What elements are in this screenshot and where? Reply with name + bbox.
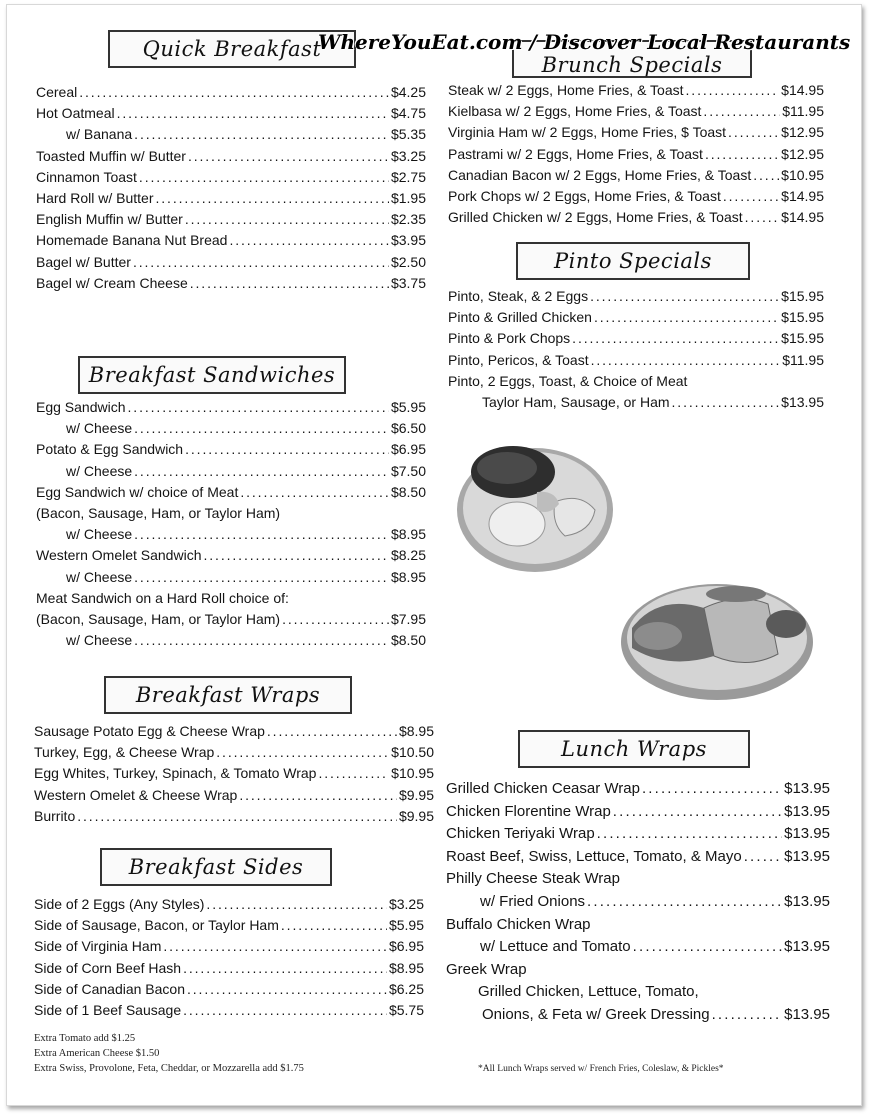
extras-notes [34, 1031, 304, 1076]
menu-item: Pork Chops w/ 2 Eggs, Home Fries, & Toast . . . $14.95 [448, 186, 824, 207]
menu-item: Western Omelet Sandwich . . . $8.25 [36, 545, 426, 566]
menu-item: Side of Corn Beef Hash . . . $8.95 [34, 958, 424, 979]
menu-item: Side of 1 Beef Sausage . . . $5.75 [34, 1000, 424, 1021]
menu-item: Egg Whites, Turkey, Spinach, & Tomato Wrap . . . $10.95 [34, 763, 434, 784]
menu-item: Side of Virginia Ham . . . $6.95 [34, 936, 424, 957]
extra-note: Extra Swiss, Provolone, Feta, Cheddar, or Mozzarella add $1.75 [34, 1063, 304, 1074]
menu-item: w/ Cheese . . . $6.50 [36, 418, 426, 439]
menu-item-note: Meat Sandwich on a Hard Roll choice of: [36, 589, 289, 606]
lunch-wraps-footnote: *All Lunch Wraps served w/ French Fries, Coleslaw, & Pickles* [478, 1064, 724, 1074]
section-title: Lunch Wraps [561, 737, 707, 761]
menu-item: Virginia Ham w/ 2 Eggs, Home Fries, $ Toast . . . $12.95 [448, 122, 824, 143]
breakfast-wraps-banner [104, 676, 352, 714]
menu-item-note: (Bacon, Sausage, Ham, or Taylor Ham) [36, 505, 281, 522]
menu-item: w/ Fried Onions . . . $13.95 [446, 891, 830, 914]
section-title: Quick Breakfast [142, 37, 322, 61]
menu-item-note: Grilled Chicken, Lettuce, Tomato, [478, 983, 699, 1001]
menu-item: Canadian Bacon w/ 2 Eggs, Home Fries, & Toast . . . $10.95 [448, 165, 824, 186]
menu-item: Chicken Florentine Wrap . . . $13.95 [446, 801, 830, 824]
menu-item: Egg Sandwich . . . $5.95 [36, 397, 426, 418]
menu-item: Onions, & Feta w/ Greek Dressing . . . $13.95 [446, 1004, 830, 1027]
menu-item: Burrito . . . $9.95 [34, 806, 434, 827]
menu-item: w/ Cheese . . . $8.95 [36, 567, 426, 588]
menu-item: Grilled Chicken Ceasar Wrap . . . $13.95 [446, 778, 830, 801]
menu-item: Pinto, Steak, & 2 Eggs . . . $15.95 [448, 286, 824, 307]
section-title: Pinto Specials [554, 249, 712, 273]
menu-item: Side of Sausage, Bacon, or Taylor Ham . . . $5.95 [34, 915, 424, 936]
menu-item-note: Pinto, 2 Eggs, Toast, & Choice of Meat [448, 372, 688, 389]
section-title: Brunch Specials [541, 53, 723, 77]
extra-note: Extra Tomato add $1.25 [34, 1033, 136, 1044]
extra-note: Extra American Cheese $1.50 [34, 1048, 160, 1059]
pinto-specials-list [448, 286, 824, 413]
menu-item: Side of Canadian Bacon . . . $6.25 [34, 979, 424, 1000]
menu-item: w/ Cheese . . . $8.50 [36, 630, 426, 651]
section-title: Breakfast Sides [128, 855, 304, 879]
site-watermark: WhereYouEat.com / Discover Local Restaurants [318, 30, 851, 54]
menu-item: Steak w/ 2 Eggs, Home Fries, & Toast . . . $14.95 [448, 80, 824, 101]
menu-item: (Bacon, Sausage, Ham, or Taylor Ham) . . . $7.95 [36, 609, 426, 630]
menu-item: Bagel w/ Cream Cheese . . . $3.75 [36, 273, 426, 294]
section-title: Breakfast Wraps [135, 683, 321, 707]
menu-item: w/ Cheese . . . $7.50 [36, 461, 426, 482]
menu-item: Pinto & Pork Chops . . . $15.95 [448, 328, 824, 349]
lunch-wraps-banner [518, 730, 750, 768]
menu-item: Toasted Muffin w/ Butter . . . $3.25 [36, 146, 426, 167]
menu-item: Hard Roll w/ Butter . . . $1.95 [36, 188, 426, 209]
menu-item: Roast Beef, Swiss, Lettuce, Tomato, & Mayo . . . $13.95 [446, 846, 830, 869]
menu-item: Bagel w/ Butter . . . $2.50 [36, 252, 426, 273]
menu-item: Side of 2 Eggs (Any Styles) . . . $3.25 [34, 894, 424, 915]
section-title: Breakfast Sandwiches [88, 363, 336, 387]
breakfast-sides-list [34, 894, 424, 1021]
menu-item: Pinto & Grilled Chicken . . . $15.95 [448, 307, 824, 328]
pinto-specials-banner [516, 242, 750, 280]
menu-item: Homemade Banana Nut Bread . . . $3.95 [36, 230, 426, 251]
breakfast-wraps-list [34, 721, 434, 827]
breakfast-sandwiches-list [36, 397, 426, 651]
menu-item: Hot Oatmeal . . . $4.75 [36, 103, 426, 124]
breakfast-sides-banner [100, 848, 332, 886]
menu-item: Egg Sandwich w/ choice of Meat . . . $8.50 [36, 482, 426, 503]
menu-item: w/ Cheese . . . $8.95 [36, 524, 426, 545]
menu-item-note: Buffalo Chicken Wrap [446, 915, 591, 933]
menu-item: Potato & Egg Sandwich . . . $6.95 [36, 439, 426, 460]
menu-item-note: Philly Cheese Steak Wrap [446, 870, 620, 888]
breakfast-sandwiches-banner [78, 356, 346, 394]
menu-item: Cinnamon Toast . . . $2.75 [36, 167, 426, 188]
menu-item: Western Omelet & Cheese Wrap . . . $9.95 [34, 785, 434, 806]
menu-item: Kielbasa w/ 2 Eggs, Home Fries, & Toast . . . $11.95 [448, 101, 824, 122]
menu-item: Pinto, Pericos, & Toast . . . $11.95 [448, 350, 824, 371]
menu-item-note: Greek Wrap [446, 960, 527, 978]
menu-item: Pastrami w/ 2 Eggs, Home Fries, & Toast . . . $12.95 [448, 144, 824, 165]
menu-item: w/ Banana . . . $5.35 [36, 124, 426, 145]
menu-item: English Muffin w/ Butter . . . $2.35 [36, 209, 426, 230]
lunch-wraps-list [446, 778, 830, 1027]
menu-item: Turkey, Egg, & Cheese Wrap . . . $10.50 [34, 742, 434, 763]
menu-item: w/ Lettuce and Tomato . . . $13.95 [446, 936, 830, 959]
pinto-plate-photo [455, 432, 615, 577]
menu-item: Sausage Potato Egg & Cheese Wrap . . . $8.95 [34, 721, 434, 742]
quick-breakfast-list [36, 82, 426, 294]
menu-item: Taylor Ham, Sausage, or Ham . . . $13.95 [448, 392, 824, 413]
wrap-plate-photo [618, 574, 816, 702]
menu-item: Cereal . . . $4.25 [36, 82, 426, 103]
menu-item: Grilled Chicken w/ 2 Eggs, Home Fries, & Toast . . . $14.95 [448, 207, 824, 228]
menu-item: Chicken Teriyaki Wrap . . . $13.95 [446, 823, 830, 846]
brunch-specials-list [448, 80, 824, 228]
